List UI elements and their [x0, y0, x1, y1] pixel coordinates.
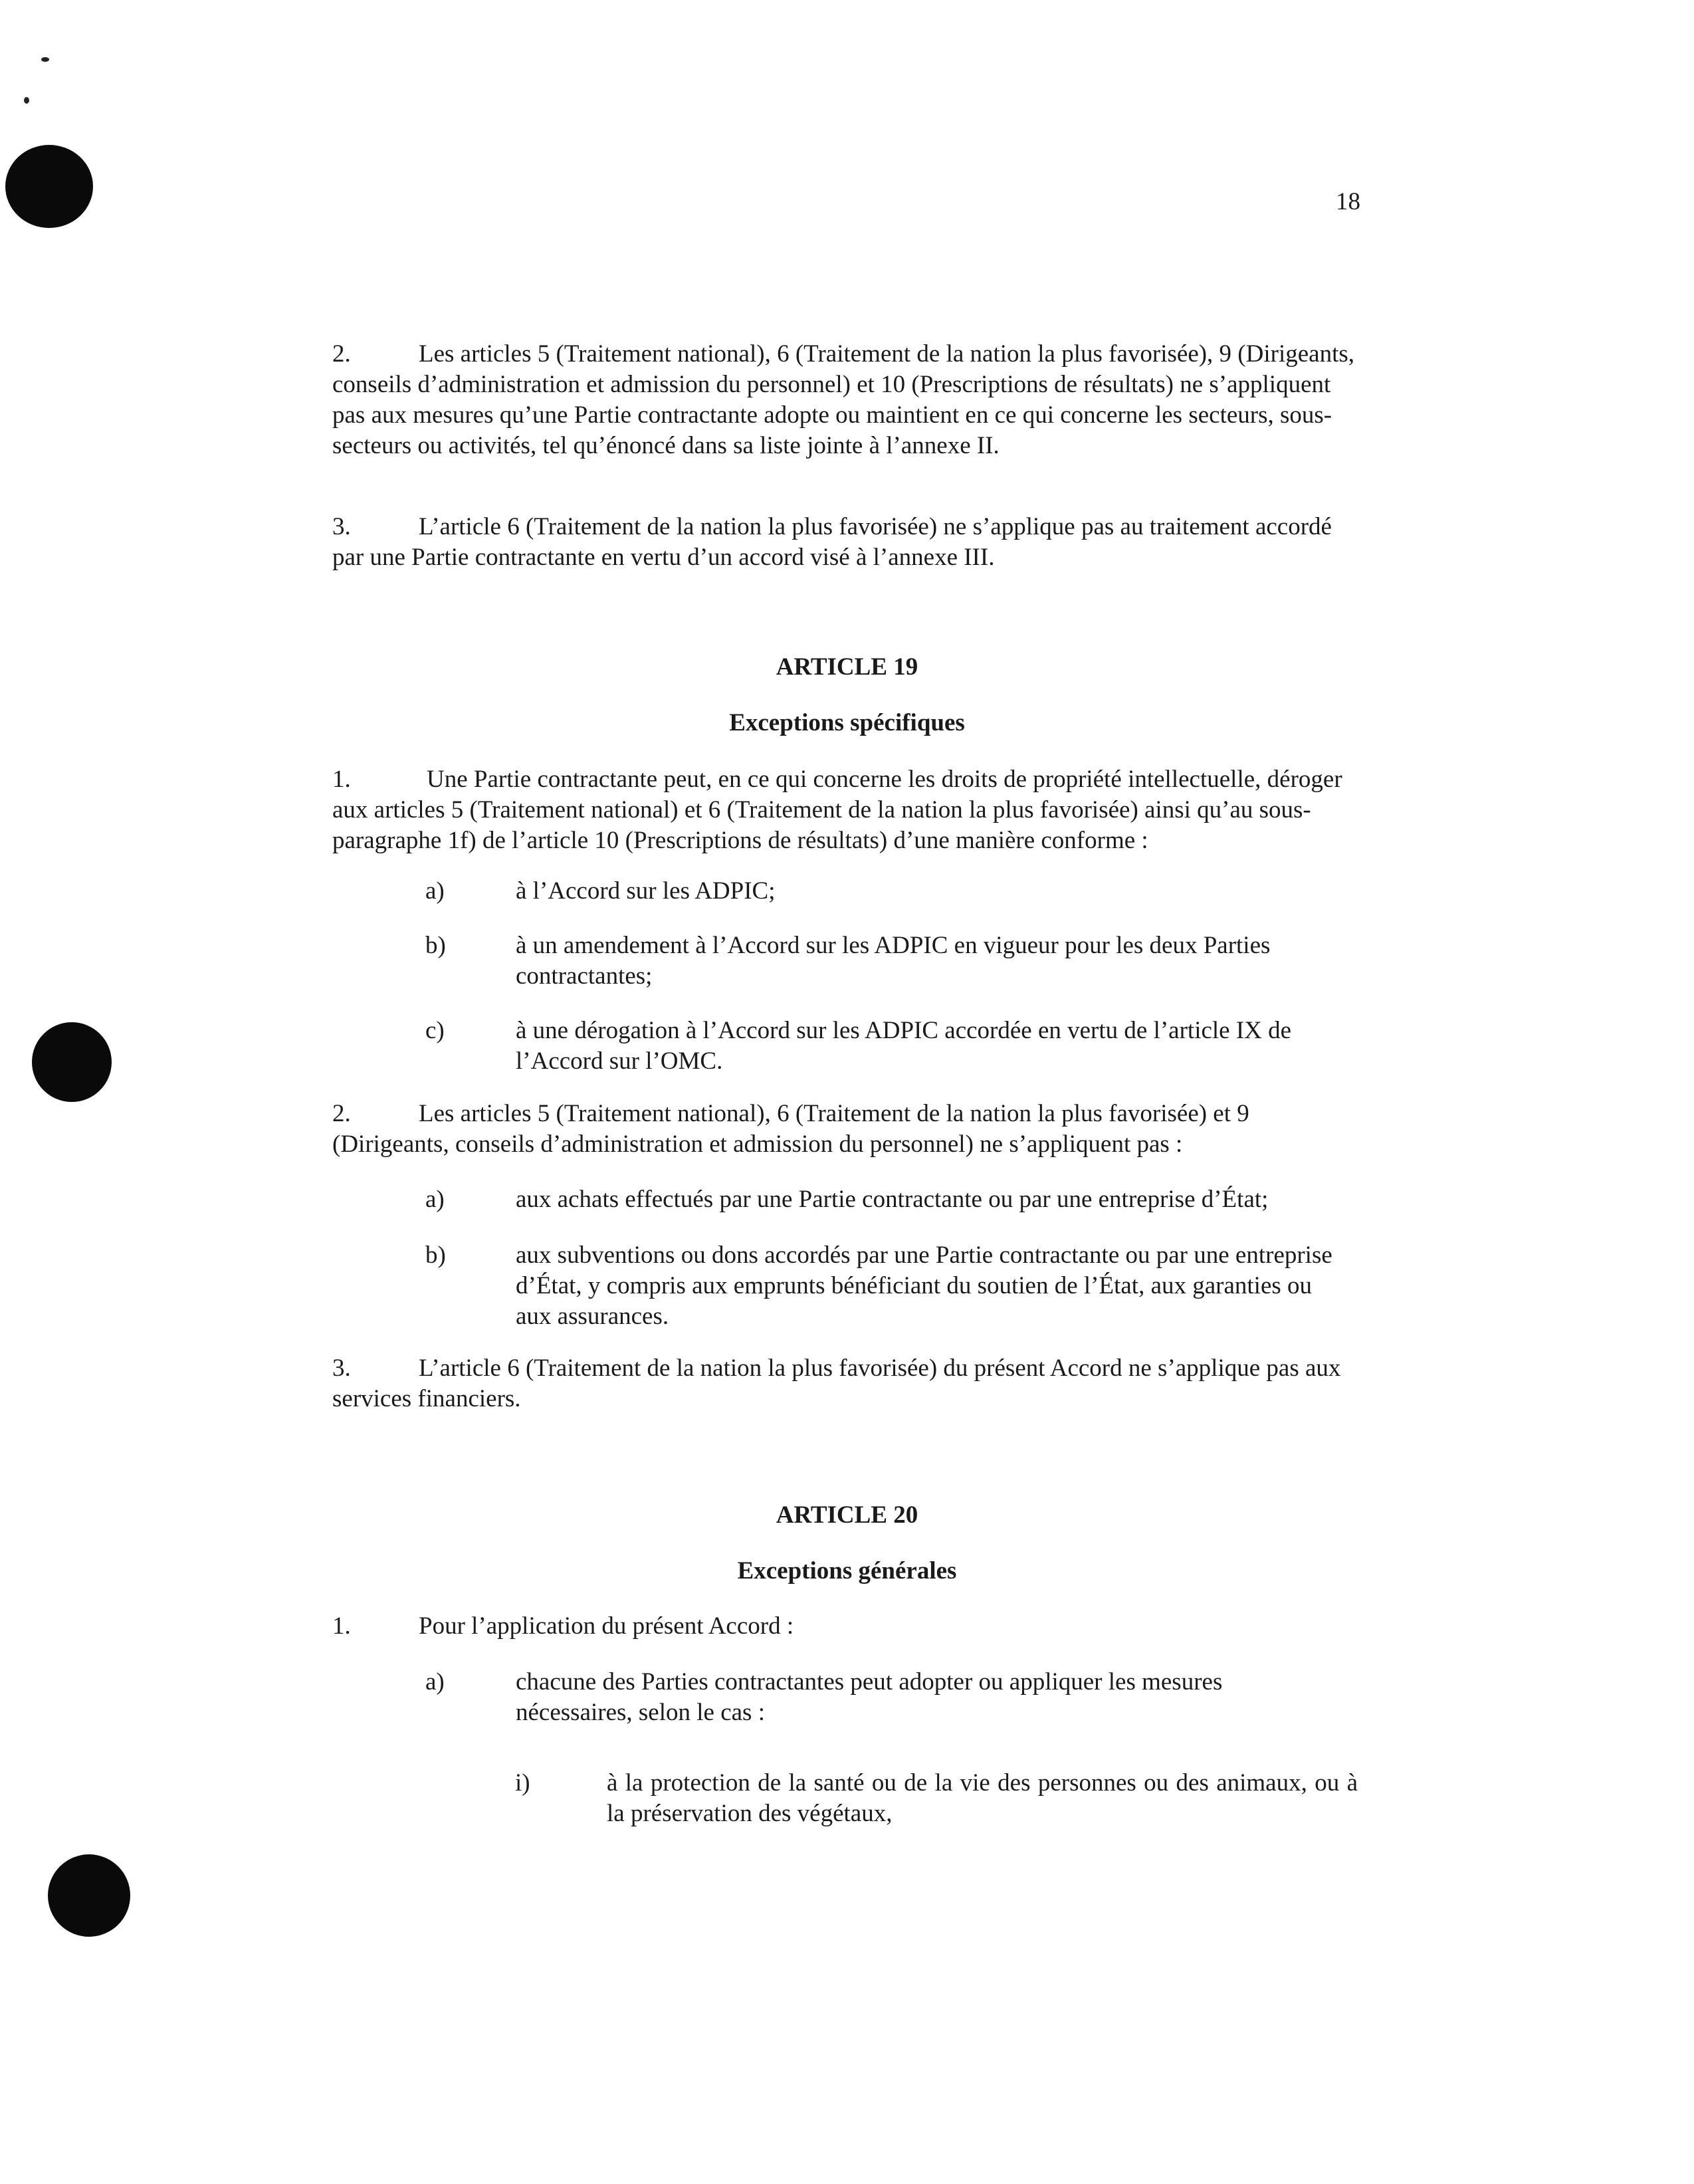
paragraph-18-3: [332, 512, 1369, 573]
list-marker: i): [515, 1769, 530, 1797]
paragraph-text: Pour l’application du présent Accord :: [419, 1612, 794, 1640]
list-marker: b): [425, 1242, 446, 1269]
paragraph-19-1: [332, 764, 1369, 856]
paragraph-19-3: [332, 1353, 1369, 1414]
paragraph-text: Les articles 5 (Traitement national), 6 (Traitement de la nation la plus favorisée) et 9 (Dirigeants, conseils d’administration et admission du personnel) ne s’appliquent pas :: [332, 1100, 1249, 1158]
list-marker: c): [425, 1017, 445, 1044]
article-19-heading: ARTICLE 19: [776, 653, 918, 681]
article-20-heading: ARTICLE 20: [776, 1501, 918, 1529]
punch-hole-middle: [32, 1022, 112, 1102]
list-item-text: chacune des Parties contractantes peut adopter ou appliquer les mesures nécessaires, selon le cas :: [516, 1668, 1223, 1726]
list-item-text: à l’Accord sur les ADPIC;: [516, 877, 776, 905]
paragraph-18-2: [332, 339, 1369, 461]
list-marker: a): [425, 1668, 445, 1695]
paragraph-number: 1.: [332, 766, 351, 793]
list-marker: a): [425, 1186, 445, 1213]
punch-hole-top: [5, 145, 93, 228]
punch-hole-bottom: [48, 1854, 130, 1937]
paragraph-number: 2.: [332, 340, 351, 368]
paragraph-number: 2.: [332, 1100, 351, 1127]
article-19-subheading: Exceptions spécifiques: [729, 709, 965, 736]
scan-speck: [41, 57, 49, 62]
paragraph-text: L’article 6 (Traitement de la nation la plus favorisée) du présent Accord ne s’applique pas aux services financiers.: [332, 1355, 1341, 1412]
paragraph-text: Une Partie contractante peut, en ce qui concerne les droits de propriété intellectuelle, déroger aux articles 5 (Traitement national) et 6 (Traitement de la nation la plus favorisée) ainsi qu’au sous-paragraphe 1f) de l’article 10 (Prescriptions de résultats) d’une manière conforme :: [332, 766, 1342, 854]
list-item-text: à la protection de la santé ou de la vie des personnes ou des animaux, ou à la préservation des végétaux,: [607, 1769, 1358, 1827]
list-item-text: à un amendement à l’Accord sur les ADPIC en vigueur pour les deux Parties contractantes;: [516, 932, 1271, 990]
article-20-subheading: Exceptions générales: [737, 1557, 957, 1584]
paragraph-20-1: [332, 1611, 1369, 1642]
paragraph-19-2: [332, 1099, 1369, 1160]
list-item-text: aux achats effectués par une Partie contractante ou par une entreprise d’État;: [516, 1186, 1269, 1213]
list-marker: b): [425, 932, 446, 959]
paragraph-number: 1.: [332, 1612, 351, 1640]
page-number: 18: [1336, 188, 1360, 215]
paragraph-number: 3.: [332, 513, 351, 540]
paragraph-text: Les articles 5 (Traitement national), 6 (Traitement de la nation la plus favorisée), 9 (Dirigeants, conseils d’administration et admission du personnel) et 10 (Prescriptions de résultats) ne s’appliquent pas aux mesures qu’une Partie contractante adopte ou maintient en ce qui concerne les secteurs, sous-secteurs ou activités, tel qu’énoncé dans sa liste jointe à l’annexe II.: [332, 340, 1355, 459]
paragraph-text: L’article 6 (Traitement de la nation la plus favorisée) ne s’applique pas au traitement accordé par une Partie contractante en vertu d’un accord visé à l’annexe III.: [332, 513, 1332, 571]
list-marker: a): [425, 877, 445, 905]
list-item-text: à une dérogation à l’Accord sur les ADPIC accordée en vertu de l’article IX de l’Accord sur l’OMC.: [516, 1017, 1292, 1075]
scan-speck: [24, 97, 29, 104]
list-item-text: aux subventions ou dons accordés par une Partie contractante ou par une entreprise d’État, y compris aux emprunts bénéficiant du soutien de l’État, aux garanties ou aux assurances.: [516, 1242, 1332, 1330]
paragraph-number: 3.: [332, 1355, 351, 1382]
